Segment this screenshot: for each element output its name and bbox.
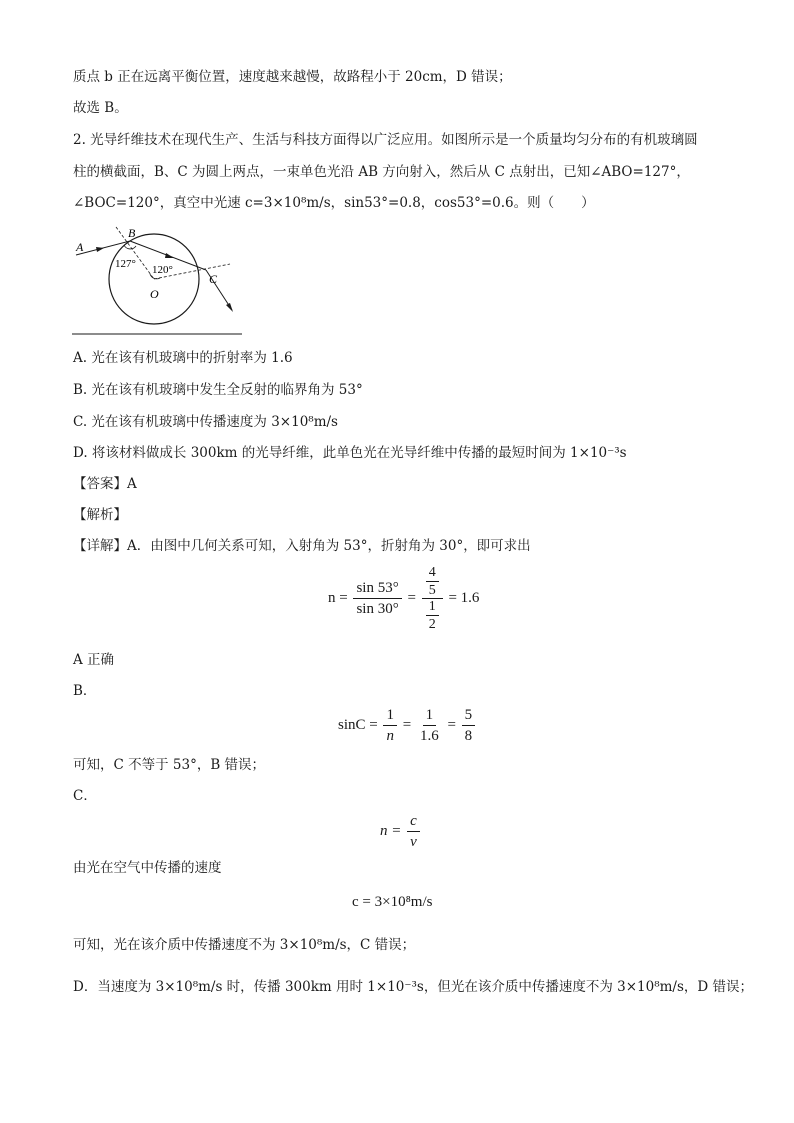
eq2-f1n: 1 bbox=[383, 706, 397, 726]
question-stem-1: 2. 光导纤维技术在现代生产、生活与科技方面得以广泛应用。如图所示是一个质量均匀分布的有机玻璃圆 bbox=[73, 132, 698, 148]
eq1-inner-num: 4 bbox=[426, 565, 439, 582]
b-label: B． bbox=[73, 683, 97, 699]
c-label: C． bbox=[73, 788, 97, 804]
eq1-lhs: n = bbox=[328, 589, 348, 606]
eq1-inner-den2: 2 bbox=[428, 617, 436, 632]
option-a: A. 光在该有机玻璃中的折射率为 1.6 bbox=[73, 350, 293, 366]
equation-refractive-index bbox=[328, 565, 479, 632]
angle-boc-label: 120° bbox=[152, 264, 173, 276]
question-stem-3: ∠BOC=120°，真空中光速 c=3×10⁸m/s，sin53°=0.8，cos53°=0.6。则（ ） bbox=[73, 195, 595, 211]
text-line-2: 故选 B。 bbox=[73, 100, 128, 116]
a-correct: A 正确 bbox=[73, 652, 115, 668]
c-text: 由光在空气中传播的速度 bbox=[73, 860, 222, 876]
detail-a: 【详解】A．由图中几何关系可知，入射角为 53°，折射角为 30°，即可求出 bbox=[73, 538, 531, 554]
equation-light-speed: c = 3×10⁸m/s bbox=[352, 894, 433, 910]
option-d: D. 将该材料做成长 300km 的光导纤维，此单色光在光导纤维中传播的最短时间为 1×10⁻³s bbox=[73, 445, 627, 461]
eq1-den: sin 30° bbox=[356, 601, 399, 617]
eq1-num: sin 53° bbox=[353, 579, 401, 599]
equation-critical-angle bbox=[338, 706, 477, 745]
text-line-1: 质点 b 正在远离平衡位置，速度越来越慢，故路程小于 20cm，D 错误； bbox=[73, 69, 512, 85]
analysis-label: 【解析】 bbox=[73, 507, 127, 523]
eq3-num: c bbox=[407, 812, 420, 832]
emergent-arrow-icon bbox=[226, 303, 233, 312]
optics-figure bbox=[70, 224, 250, 339]
angle-abo-label: 127° bbox=[115, 258, 136, 270]
eq1-inner-den: 5 bbox=[428, 583, 436, 598]
eq1-equals: = bbox=[407, 589, 416, 606]
eq1-inner-num2: 1 bbox=[426, 599, 439, 616]
eq2-f1d: n bbox=[386, 728, 394, 744]
label-a: A bbox=[76, 240, 84, 254]
refracted-arrow-icon bbox=[165, 253, 174, 258]
label-c: C bbox=[209, 272, 218, 286]
b-conclusion: 可知，C 不等于 53°，B 错误； bbox=[73, 757, 266, 773]
eq2-f2d: 1.6 bbox=[419, 728, 439, 744]
eq3-lhs: n = bbox=[380, 822, 402, 839]
answer-label: 【答案】A bbox=[73, 476, 137, 492]
eq1-result: = 1.6 bbox=[448, 589, 480, 606]
equation-speed-ratio bbox=[380, 812, 422, 851]
eq2-eq1: = bbox=[402, 716, 412, 733]
angle-arc-abo bbox=[124, 245, 136, 249]
eq2-eq2: = bbox=[447, 716, 456, 733]
eq2-f3d: 8 bbox=[464, 728, 473, 744]
d-text: D．当速度为 3×10⁸m/s 时，传播 300km 用时 1×10⁻³s，但光在该介质中传播速度不为 3×10⁸m/s，D 错误； bbox=[73, 979, 754, 995]
eq3-den: v bbox=[410, 834, 417, 850]
label-o: O bbox=[150, 287, 159, 301]
eq2-f2n: 1 bbox=[423, 706, 437, 726]
c-conclusion: 可知，光在该介质中传播速度不为 3×10⁸m/s，C 错误； bbox=[73, 937, 416, 953]
label-b: B bbox=[128, 226, 136, 240]
question-stem-2: 柱的横截面，B、C 为圆上两点，一束单色光沿 AB 方向射入，然后从 C 点射出，已知∠ABO=127°， bbox=[73, 164, 690, 180]
option-c: C. 光在该有机玻璃中传播速度为 3×10⁸m/s bbox=[73, 414, 338, 430]
eq2-f3n: 5 bbox=[462, 706, 476, 726]
eq2-lhs: sinC = bbox=[338, 716, 378, 733]
option-b: B. 光在该有机玻璃中发生全反射的临界角为 53° bbox=[73, 382, 363, 398]
